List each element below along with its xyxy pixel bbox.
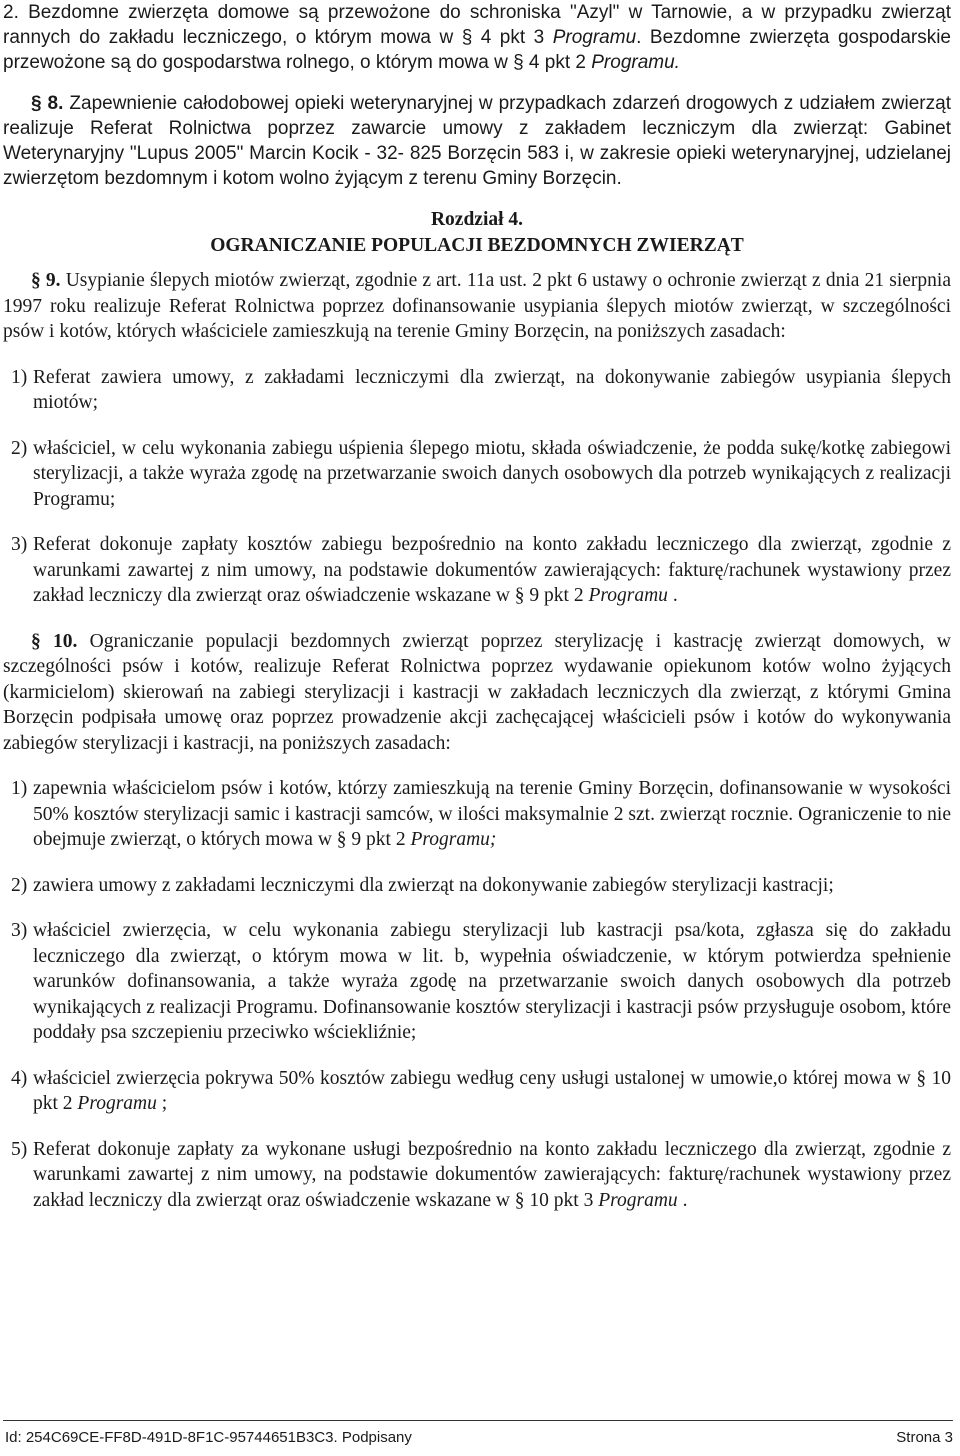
- s10-list-item-4: [3, 1066, 951, 1117]
- s10-list-item-2: [3, 873, 951, 899]
- list-text-end: .: [677, 1189, 688, 1211]
- s10-list-item-3: [3, 918, 951, 1046]
- section-8-text: Zapewnienie całodobowej opieki weterynaryjnej w przypadkach zdarzeń drogowych z udziałem zwierząt realizuje Referat Rolnictwa poprzez zawarcie umowy z zakładem leczniczym dla zwierząt: Gabinet Weterynaryjny "Lupus 2005" Marcin Kocik - 32- 825 Borzęcin 583 i, w zakresie opieki weterynaryjnej, udzielanej zwierzętom bezdomnym i kotom wolno żyjącym z terenu Gminy Borzęcin.: [3, 93, 951, 189]
- s10-list-item-1: [3, 776, 951, 853]
- list-text: zapewnia właścicielom psów i kotów, którzy zamieszkują na terenie Gminy Borzęcin, dofinansowanie w wysokości 50% kosztów sterylizacji samic i kastracji samców, w ilości maksymalnie 2 szt. zwierząt rocznie. Ograniczenie to nie obejmuje zwierząt, o których mowa w § 9 pkt 2: [33, 778, 951, 850]
- section-10-lead: Ograniczanie populacji bezdomnych zwierząt poprzez sterylizację i kastrację zwierząt domowych, w szczególności psów i kotów, realizuje Referat Rolnictwa poprzez wydawanie opiekunom kotów wolno żyjących (karmicielom) skierowań na zabiegi sterylizacji i kastracji w zakładach leczniczych dla zwierząt, z którymi Gmina Borzęcin podpisała umowę oraz poprzez prowadzenie akcji zachęcającej właścicieli psów i kotów do wykonywania zabiegów sterylizacji i kastracji, na poniższych zasadach:: [3, 630, 951, 754]
- list-number: 5): [11, 1138, 28, 1160]
- document-body: [3, 0, 951, 1213]
- page-number: Strona 3: [896, 1429, 953, 1446]
- list-text-program: Programu;: [410, 829, 497, 850]
- intro-paragraph: [3, 0, 951, 75]
- list-text: właściciel zwierzęcia pokrywa 50% kosztów zabiegu według ceny usługi ustalonej w umowie,o której mowa w § 10 pkt 2: [33, 1067, 951, 1114]
- list-number: 2): [11, 437, 28, 459]
- chapter-number: Rozdział 4.: [430, 209, 524, 230]
- list-text: zawiera umowy z zakładami leczniczymi dla zwierząt na dokonywanie zabiegów sterylizacji kastracji;: [33, 874, 834, 896]
- page-footer: [3, 1420, 953, 1446]
- list-number: 3): [11, 920, 28, 941]
- intro-text-program: Programu: [552, 27, 637, 48]
- list-text: właściciel zwierzęcia, w celu wykonania zabiegu sterylizacji lub kastracji psa/kota, zgłasza się do zakładu leczniczego dla zwierząt, o którym mowa w lit. b, wypełnia oświadczenie, w którym potwierdza spełnienie warunków dofinansowania, a także wyraża zgodę na przetwarzanie swoich danych osobowych dla potrzeb wynikających z realizacji Programu. Dofinansowanie kosztów sterylizacji i kastracji psów przysługuje osobom, które poddały psa szczepieniu przeciwko wściekliźnie;: [33, 920, 951, 1043]
- list-number: 2): [11, 874, 28, 896]
- intro-text-a: 2. Bezdomne zwierzęta domowe są przewożone do schroniska "Azyl" w Tarnowie, a w przypadku zwierząt rannych do zakładu leczniczego, o którym mowa w § 4 pkt 3: [3, 2, 951, 48]
- section-10-paragraph: [3, 629, 951, 757]
- s9-list-item-2: [3, 436, 951, 513]
- list-text-end: .: [667, 585, 678, 606]
- list-text: Referat dokonuje zapłaty za wykonane usługi bezpośrednio na konto zakładu leczniczego dla zwierząt, zgodnie z warunkami zawartej z nim umowy, na podstawie dokumentów zawierających: fakturę/rachunek wystawiony przez zakład leczniczy dla zwierząt oraz oświadczenie wskazane w § 10 pkt 3: [33, 1138, 951, 1211]
- section-10-number: § 10.: [31, 630, 78, 652]
- section-9-paragraph: [3, 268, 951, 345]
- s9-list-item-3: [3, 532, 951, 609]
- intro-text-c: . Bezdomne zwierzęta gospodarskie przewożone są do gospodarstwa rolnego, o którym mowa w § 4 pkt 2: [3, 27, 951, 73]
- intro-text-program-2: Programu.: [591, 52, 680, 73]
- list-text: właściciel, w celu wykonania zabiegu uśpienia ślepego miotu, składa oświadczenie, że podda sukę/kotkę zabiegowi sterylizacji, a także wyraża zgodę na przetwarzanie swoich danych osobowych dla potrzeb wynikających z realizacji Programu;: [33, 437, 951, 510]
- list-text-program: Programu: [598, 1189, 678, 1211]
- list-number: 4): [11, 1067, 28, 1089]
- chapter-title: OGRANICZANIE POPULACJI BEZDOMNYCH ZWIERZĄT: [210, 234, 744, 256]
- section-9-lead: Usypianie ślepych miotów zwierząt, zgodnie z art. 11a ust. 2 pkt 6 ustawy o ochronie zwierząt z dnia 21 sierpnia 1997 roku realizuje Referat Rolnictwa poprzez dofinansowanie usypiania ślepych miotów zwierząt, w szczególności psów i kotów, których właściciele zamieszkują na terenie Gminy Borzęcin, na poniższych zasadach:: [3, 270, 951, 342]
- section-8-paragraph: [3, 91, 951, 191]
- s9-list-item-1: [3, 365, 951, 416]
- list-number: 3): [11, 534, 28, 555]
- list-text-end: ;: [156, 1093, 168, 1114]
- document-id: Id: 254C69CE-FF8D-491D-8F1C-95744651B3C3. Podpisany: [5, 1429, 412, 1446]
- list-text-program: Programu: [588, 585, 668, 606]
- list-text: Referat dokonuje zapłaty kosztów zabiegu bezpośrednio na konto zakładu leczniczego dla zwierząt, zgodnie z warunkami zawartej z nim umowy, na podstawie dokumentów zawierających: fakturę/rachunek wystawiony przez zakład leczniczy dla zwierząt oraz oświadczenie wskazane w § 9 pkt 2: [33, 534, 951, 606]
- list-number: 1): [11, 778, 28, 799]
- list-text-program: Programu: [77, 1093, 157, 1114]
- list-text: Referat zawiera umowy, z zakładami leczniczymi dla zwierząt, na dokonywanie zabiegów usypiania ślepych miotów;: [33, 366, 951, 413]
- section-8-number: § 8.: [31, 93, 64, 114]
- s10-list-item-5: [3, 1137, 951, 1214]
- section-9-number: § 9.: [31, 270, 61, 291]
- list-number: 1): [11, 366, 28, 388]
